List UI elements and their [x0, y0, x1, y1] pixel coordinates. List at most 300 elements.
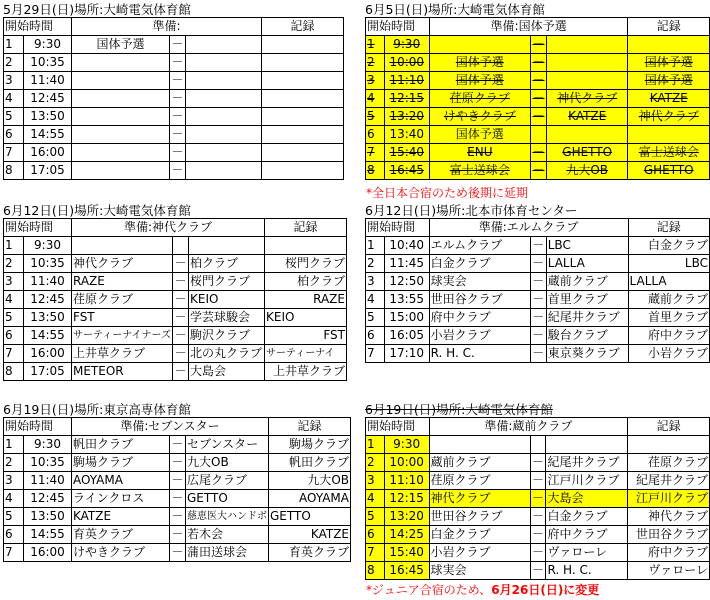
- team-a: 球実会: [429, 273, 530, 291]
- team-a: METEOR: [72, 363, 173, 381]
- header-prep: 準備:神代クラブ: [72, 219, 265, 237]
- team-a: 荏原クラブ: [72, 291, 173, 309]
- recorder: 九大OB: [269, 472, 351, 490]
- table-row: [366, 90, 710, 108]
- recorder: 国体予選: [628, 54, 710, 72]
- team-b: KEIO: [189, 291, 265, 309]
- table-row: [4, 144, 344, 162]
- new-date: 6月26日(日)に変更: [491, 583, 600, 597]
- team-a: FST: [72, 309, 173, 327]
- match-no: 7: [4, 544, 24, 562]
- team-a: 上井草クラブ: [72, 345, 173, 363]
- vs-dash: －: [530, 72, 546, 90]
- match-no: 3: [4, 472, 24, 490]
- vs-dash: －: [530, 327, 546, 345]
- table-row: [4, 472, 351, 490]
- vs-dash: －: [530, 472, 546, 490]
- team-a: 荏原クラブ: [429, 90, 530, 108]
- match-time: 13:20: [384, 508, 429, 526]
- recorder: [262, 54, 344, 72]
- team-a: 国体予選: [429, 72, 530, 90]
- schedule-block-0529-osaki: [3, 2, 344, 180]
- team-a: RAZE: [72, 273, 173, 291]
- team-b: 北の丸クラブ: [189, 345, 265, 363]
- team-b: 九大OB: [186, 454, 269, 472]
- team-b: セブンスター: [186, 436, 269, 454]
- team-b: LALLA: [546, 255, 628, 273]
- team-a: [72, 90, 170, 108]
- recorder: 上井草クラブ: [265, 363, 347, 381]
- match-time: 12:15: [384, 490, 429, 508]
- team-b: 駒沢クラブ: [189, 327, 265, 345]
- recorder: [262, 126, 344, 144]
- vs-dash: －: [173, 273, 189, 291]
- table-row: [4, 72, 344, 90]
- table-row: [366, 291, 710, 309]
- table-row: [4, 363, 347, 381]
- header-record: 記録: [265, 219, 347, 237]
- recorder: サーティーナイ: [265, 345, 347, 363]
- vs-dash: －: [173, 363, 189, 381]
- match-time: 11:45: [384, 255, 429, 273]
- match-no: 4: [4, 90, 24, 108]
- recorder: 小岩クラブ: [628, 345, 709, 363]
- team-b: 大島会: [189, 363, 265, 381]
- schedule-block-0612-kitamoto: [365, 203, 710, 363]
- team-b: [186, 36, 262, 54]
- team-a: 府中クラブ: [429, 309, 530, 327]
- team-a: 駒場クラブ: [72, 454, 170, 472]
- match-time: 16:45: [384, 562, 429, 580]
- match-time: 9:30: [24, 436, 72, 454]
- vs-dash: －: [173, 309, 189, 327]
- table-row: [366, 108, 710, 126]
- match-time: 17:05: [24, 162, 72, 180]
- vs-dash: －: [530, 273, 546, 291]
- table-row: [4, 327, 347, 345]
- table-header-row: [4, 418, 351, 436]
- recorder: 紀尾井クラブ: [628, 472, 710, 490]
- match-time: 11:40: [24, 273, 72, 291]
- vs-dash: －: [530, 526, 546, 544]
- table-row: [4, 345, 347, 363]
- header-start-time: 開始時間: [366, 418, 430, 436]
- recorder: 白金クラブ: [628, 237, 709, 255]
- recorder: [262, 162, 344, 180]
- vs-dash: －: [530, 255, 546, 273]
- vs-dash: －: [173, 255, 189, 273]
- match-no: 1: [4, 36, 24, 54]
- team-b: 首里クラブ: [546, 291, 628, 309]
- team-a: 国体予選: [72, 36, 170, 54]
- recorder: [262, 36, 344, 54]
- recorder: 蔵前クラブ: [628, 291, 709, 309]
- table-row: [366, 526, 710, 544]
- team-b: [186, 72, 262, 90]
- team-a: [429, 36, 530, 54]
- team-b: [546, 126, 628, 144]
- team-b: [546, 436, 628, 454]
- team-a: 小岩クラブ: [429, 327, 530, 345]
- table-row: [366, 36, 710, 54]
- recorder: GHETTO: [628, 162, 710, 180]
- team-b: 桜門クラブ: [189, 273, 265, 291]
- recorder: 柏クラブ: [265, 273, 347, 291]
- recorder: 荏原クラブ: [628, 454, 710, 472]
- table-row: [4, 108, 344, 126]
- match-no: 3: [366, 472, 385, 490]
- vs-dash: －: [173, 345, 189, 363]
- recorder: LBC: [628, 255, 709, 273]
- team-a: 育英クラブ: [72, 526, 170, 544]
- table-row: [4, 436, 351, 454]
- postpone-note: *全日本合宿のため後期に延期: [366, 186, 529, 200]
- recorder: [262, 108, 344, 126]
- header-prep: 準備:エルムクラブ: [429, 219, 628, 237]
- table-row: [4, 36, 344, 54]
- team-b: 府中クラブ: [546, 526, 628, 544]
- vs-dash: －: [170, 526, 186, 544]
- match-time: 11:40: [24, 472, 72, 490]
- match-no: 4: [366, 291, 385, 309]
- match-no: 8: [366, 562, 385, 580]
- match-no: 4: [4, 291, 24, 309]
- table-row: [366, 327, 710, 345]
- match-time: 16:00: [24, 144, 72, 162]
- vs-dash: －: [170, 454, 186, 472]
- match-time: 15:40: [384, 544, 429, 562]
- recorder: 駒場クラブ: [269, 436, 351, 454]
- vs-dash: －: [170, 508, 186, 526]
- header-prep: 準備:セブンスター: [72, 418, 269, 436]
- team-b: [186, 108, 262, 126]
- recorder: 神代クラブ: [628, 108, 710, 126]
- team-b: [546, 54, 628, 72]
- team-a: [72, 54, 170, 72]
- match-time: 17:05: [24, 363, 72, 381]
- vs-dash: －: [170, 36, 186, 54]
- vs-dash: [173, 237, 189, 255]
- block-title: 5月29日(日)場所:大崎電気体育館: [3, 2, 191, 17]
- team-b: KATZE: [546, 108, 628, 126]
- match-no: 1: [366, 237, 385, 255]
- recorder: LALLA: [628, 273, 709, 291]
- match-no: 1: [4, 237, 24, 255]
- recorder: FST: [265, 327, 347, 345]
- schedule-block-0619-tokyo-kosen: [3, 402, 351, 562]
- team-b: 若木会: [186, 526, 269, 544]
- team-a: [72, 237, 173, 255]
- recorder: 帆田クラブ: [269, 454, 351, 472]
- match-no: 7: [366, 144, 385, 162]
- table-row: [366, 345, 710, 363]
- team-b: 蒲田送球会: [186, 544, 269, 562]
- recorder: [628, 436, 710, 454]
- team-b: 東京葵クラブ: [546, 345, 628, 363]
- team-b: GHETTO: [546, 144, 628, 162]
- team-a: [72, 144, 170, 162]
- header-prep: 準備:: [72, 18, 262, 36]
- team-b: 蔵前クラブ: [546, 273, 628, 291]
- match-no: 8: [4, 363, 24, 381]
- match-no: 7: [4, 345, 24, 363]
- table-header-row: [366, 219, 710, 237]
- recorder: GETTO: [269, 508, 351, 526]
- table-header-row: [4, 18, 344, 36]
- match-time: 10:35: [24, 454, 72, 472]
- header-record: 記録: [628, 219, 709, 237]
- match-no: 2: [4, 54, 24, 72]
- match-no: 3: [4, 72, 24, 90]
- team-a: [72, 72, 170, 90]
- match-no: 7: [366, 544, 385, 562]
- vs-dash: －: [170, 90, 186, 108]
- match-time: 11:40: [24, 72, 72, 90]
- table-row: [366, 508, 710, 526]
- match-no: 7: [4, 144, 24, 162]
- table-header-row: [4, 219, 347, 237]
- team-b: 駿台クラブ: [546, 327, 628, 345]
- table-row: [4, 54, 344, 72]
- match-time: 11:10: [384, 72, 429, 90]
- vs-dash: －: [530, 36, 546, 54]
- vs-dash: －: [170, 162, 186, 180]
- vs-dash: －: [170, 472, 186, 490]
- match-no: 7: [366, 345, 385, 363]
- team-b: [546, 72, 628, 90]
- match-time: 15:40: [384, 144, 429, 162]
- match-time: 13:20: [384, 108, 429, 126]
- match-no: 4: [366, 490, 385, 508]
- team-a: 世田谷クラブ: [429, 291, 530, 309]
- vs-dash: －: [530, 90, 546, 108]
- vs-dash: －: [170, 126, 186, 144]
- schedule-table: [3, 17, 344, 180]
- match-no: 5: [4, 309, 24, 327]
- vs-dash: －: [530, 291, 546, 309]
- team-b: [186, 162, 262, 180]
- table-row: [4, 90, 344, 108]
- block-title: 6月5日(日)場所:大崎電気体育館: [365, 2, 545, 17]
- table-row: [4, 255, 347, 273]
- recorder: KEIO: [265, 309, 347, 327]
- match-no: 5: [366, 508, 385, 526]
- vs-dash: －: [530, 144, 546, 162]
- header-start-time: 開始時間: [366, 219, 430, 237]
- match-no: 5: [366, 108, 385, 126]
- team-b: [186, 54, 262, 72]
- recorder: 世田谷クラブ: [628, 526, 710, 544]
- match-time: 9:30: [384, 36, 429, 54]
- match-time: 17:10: [384, 345, 429, 363]
- recorder: KATZE: [269, 526, 351, 544]
- match-time: 13:50: [24, 309, 72, 327]
- match-no: 8: [366, 162, 385, 180]
- match-no: 5: [4, 508, 24, 526]
- match-no: 1: [366, 436, 385, 454]
- schedule-table: [3, 218, 347, 381]
- team-b: 大島会: [546, 490, 628, 508]
- recorder: 府中クラブ: [628, 327, 709, 345]
- match-no: 5: [366, 309, 385, 327]
- match-time: 16:00: [24, 345, 72, 363]
- header-record: 記録: [628, 418, 710, 436]
- vs-dash: －: [173, 291, 189, 309]
- schedule-block-0612-osaki: [3, 203, 347, 381]
- recorder: [262, 72, 344, 90]
- match-time: 10:35: [24, 255, 72, 273]
- recorder: 育英クラブ: [269, 544, 351, 562]
- header-start-time: 開始時間: [4, 418, 72, 436]
- table-row: [366, 490, 710, 508]
- match-time: 13:50: [24, 508, 72, 526]
- vs-dash: －: [530, 345, 546, 363]
- recorder: 富士送球会: [628, 144, 710, 162]
- vs-dash: －: [170, 436, 186, 454]
- match-time: 10:35: [24, 54, 72, 72]
- schedule-table: [3, 417, 351, 562]
- team-b: LBC: [546, 237, 628, 255]
- recorder: 神代クラブ: [628, 508, 710, 526]
- team-b: [186, 126, 262, 144]
- team-a: KATZE: [72, 508, 170, 526]
- recorder: 江戸川クラブ: [628, 490, 710, 508]
- match-time: 14:55: [24, 126, 72, 144]
- team-a: [429, 436, 530, 454]
- team-b: 学芸球駿会: [189, 309, 265, 327]
- team-a: 神代クラブ: [72, 255, 173, 273]
- table-row: [366, 237, 710, 255]
- match-time: 16:45: [384, 162, 429, 180]
- match-time: 9:30: [24, 237, 72, 255]
- match-time: 9:30: [24, 36, 72, 54]
- match-no: 3: [4, 273, 24, 291]
- match-time: 13:50: [24, 108, 72, 126]
- team-b: [186, 144, 262, 162]
- schedule-table: [365, 218, 710, 363]
- recorder: 国体予選: [628, 72, 710, 90]
- recorder: AOYAMA: [269, 490, 351, 508]
- table-row: [366, 562, 710, 580]
- schedule-table: [365, 417, 710, 580]
- date-change-note: [366, 581, 599, 598]
- table-header-row: [366, 18, 710, 36]
- match-no: 2: [366, 255, 385, 273]
- vs-dash: －: [170, 54, 186, 72]
- match-no: 3: [366, 72, 385, 90]
- team-a: 蔵前クラブ: [429, 454, 530, 472]
- recorder: 桜門クラブ: [265, 255, 347, 273]
- block-title: 6月12日(日)場所:北本市体育センター: [365, 203, 578, 218]
- team-a: 白金クラブ: [429, 526, 530, 544]
- match-time: 11:10: [384, 472, 429, 490]
- match-no: 6: [4, 126, 24, 144]
- match-time: 12:15: [384, 90, 429, 108]
- vs-dash: －: [530, 237, 546, 255]
- team-b: 紀尾井クラブ: [546, 454, 628, 472]
- vs-dash: －: [530, 508, 546, 526]
- match-no: 1: [366, 36, 385, 54]
- match-no: 4: [4, 490, 24, 508]
- match-time: 12:45: [24, 490, 72, 508]
- table-row: [4, 291, 347, 309]
- vs-dash: －: [530, 309, 546, 327]
- match-time: 12:50: [384, 273, 429, 291]
- match-no: 6: [366, 126, 385, 144]
- table-row: [366, 544, 710, 562]
- team-b: 紀尾井クラブ: [546, 309, 628, 327]
- table-row: [4, 126, 344, 144]
- recorder: [262, 90, 344, 108]
- table-row: [4, 309, 347, 327]
- team-a: R. H. C.: [429, 345, 530, 363]
- match-time: 14:55: [24, 327, 72, 345]
- team-b: [546, 36, 628, 54]
- match-time: 13:55: [384, 291, 429, 309]
- team-b: 白金クラブ: [546, 508, 628, 526]
- vs-dash: －: [173, 327, 189, 345]
- match-no: 1: [4, 436, 24, 454]
- table-row: [366, 54, 710, 72]
- vs-dash: －: [170, 144, 186, 162]
- team-a: 国体予選: [429, 54, 530, 72]
- table-row: [366, 454, 710, 472]
- match-time: 9:30: [384, 436, 429, 454]
- schedule-block-0619-osaki: [365, 402, 710, 580]
- header-prep: 準備:国体予選: [429, 18, 628, 36]
- vs-dash: －: [530, 162, 546, 180]
- team-b: [186, 90, 262, 108]
- team-a: 富士送球会: [429, 162, 530, 180]
- header-record: 記録: [269, 418, 351, 436]
- team-a: [72, 108, 170, 126]
- match-no: 2: [366, 54, 385, 72]
- team-a: 国体予選: [429, 126, 530, 144]
- header-prep: 準備:蔵前クラブ: [429, 418, 628, 436]
- team-b: 広尾クラブ: [186, 472, 269, 490]
- team-a: 小岩クラブ: [429, 544, 530, 562]
- recorder: [628, 126, 710, 144]
- table-row: [4, 237, 347, 255]
- vs-dash: [530, 126, 546, 144]
- match-no: 4: [366, 90, 385, 108]
- team-a: 白金クラブ: [429, 255, 530, 273]
- header-start-time: 開始時間: [4, 18, 72, 36]
- header-record: 記録: [262, 18, 344, 36]
- table-row: [366, 273, 710, 291]
- match-no: 5: [4, 108, 24, 126]
- block-title: 6月19日(日)場所:東京高専体育館: [3, 402, 191, 417]
- header-start-time: 開始時間: [366, 18, 430, 36]
- match-no: 2: [366, 454, 385, 472]
- table-row: [4, 162, 344, 180]
- team-a: ENU: [429, 144, 530, 162]
- vs-dash: －: [170, 544, 186, 562]
- vs-dash: －: [530, 544, 546, 562]
- vs-dash: －: [170, 490, 186, 508]
- match-no: 2: [4, 255, 24, 273]
- table-row: [366, 144, 710, 162]
- team-a: AOYAMA: [72, 472, 170, 490]
- team-b: [189, 237, 265, 255]
- recorder: RAZE: [265, 291, 347, 309]
- vs-dash: －: [170, 72, 186, 90]
- table-row: [366, 255, 710, 273]
- match-no: 6: [366, 526, 385, 544]
- date-change-reason: *ジュニア合宿のため、: [366, 583, 492, 597]
- match-no: 2: [4, 454, 24, 472]
- schedule-block-0605-osaki: [365, 2, 710, 180]
